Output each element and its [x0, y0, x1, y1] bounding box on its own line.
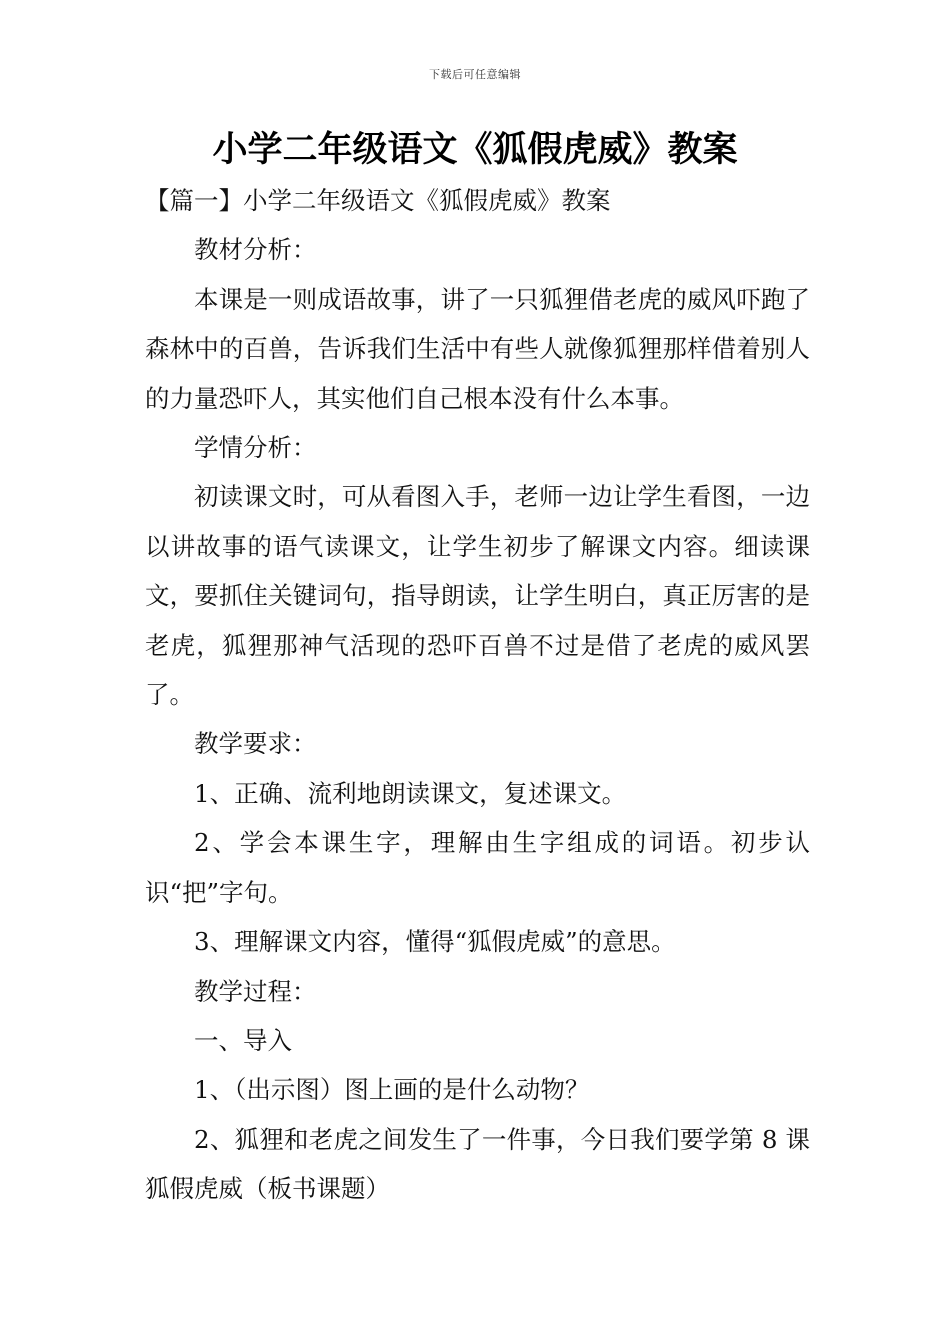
paragraph-learner-analysis-heading: 学情分析：: [194, 433, 317, 463]
paragraph-requirement-2: 2、学会本课生字，理解由生字组成的词语。初步认识“把”字句。: [145, 828, 810, 907]
paragraph-step-2: 2、狐狸和老虎之间发生了一件事，今日我们要学第 8 课狐假虎威（板书课题）: [145, 1124, 810, 1204]
paragraph-step-1: 1、（出示图）图上画的是什么动物？: [194, 1075, 590, 1105]
document-title: 小学二年级语文《狐假虎威》教案: [212, 129, 738, 170]
paragraph-material-analysis-heading: 教材分析：: [194, 235, 317, 265]
paragraph-teaching-requirements-heading: 教学要求：: [194, 729, 317, 759]
paragraph-teaching-process-heading: 教学过程：: [194, 976, 317, 1006]
page-header-note: 下载后可任意编辑: [429, 68, 521, 81]
paragraph-learner-analysis: 初读课文时，可从看图入手，老师一边让学生看图，一边以讲故事的语气读课文，让学生初步了解课文内容。细读课文，要抓住关键词句，指导朗读，让学生明白，真正厉害的是老虎，狐狸那神气活现的恐吓百兽不过是借了老虎的威风罢了。: [145, 482, 810, 710]
paragraph-requirement-1: 1、正确、流利地朗读课文，复述课文。: [194, 778, 627, 808]
paragraph-requirement-3: 3、理解课文内容，懂得“狐假虎威”的意思。: [194, 927, 676, 957]
section-heading: 【篇一】小学二年级语文《狐假虎威》教案: [145, 186, 611, 215]
paragraph-material-analysis: 本课是一则成语故事，讲了一只狐狸借老虎的威风吓跑了森林中的百兽，告诉我们生活中有些人就像狐狸那样借着别人的力量恐吓人，其实他们自己根本没有什么本事。: [145, 284, 810, 413]
paragraph-step-introduction: 一、导入: [194, 1025, 292, 1055]
document-body: [145, 176, 810, 1214]
